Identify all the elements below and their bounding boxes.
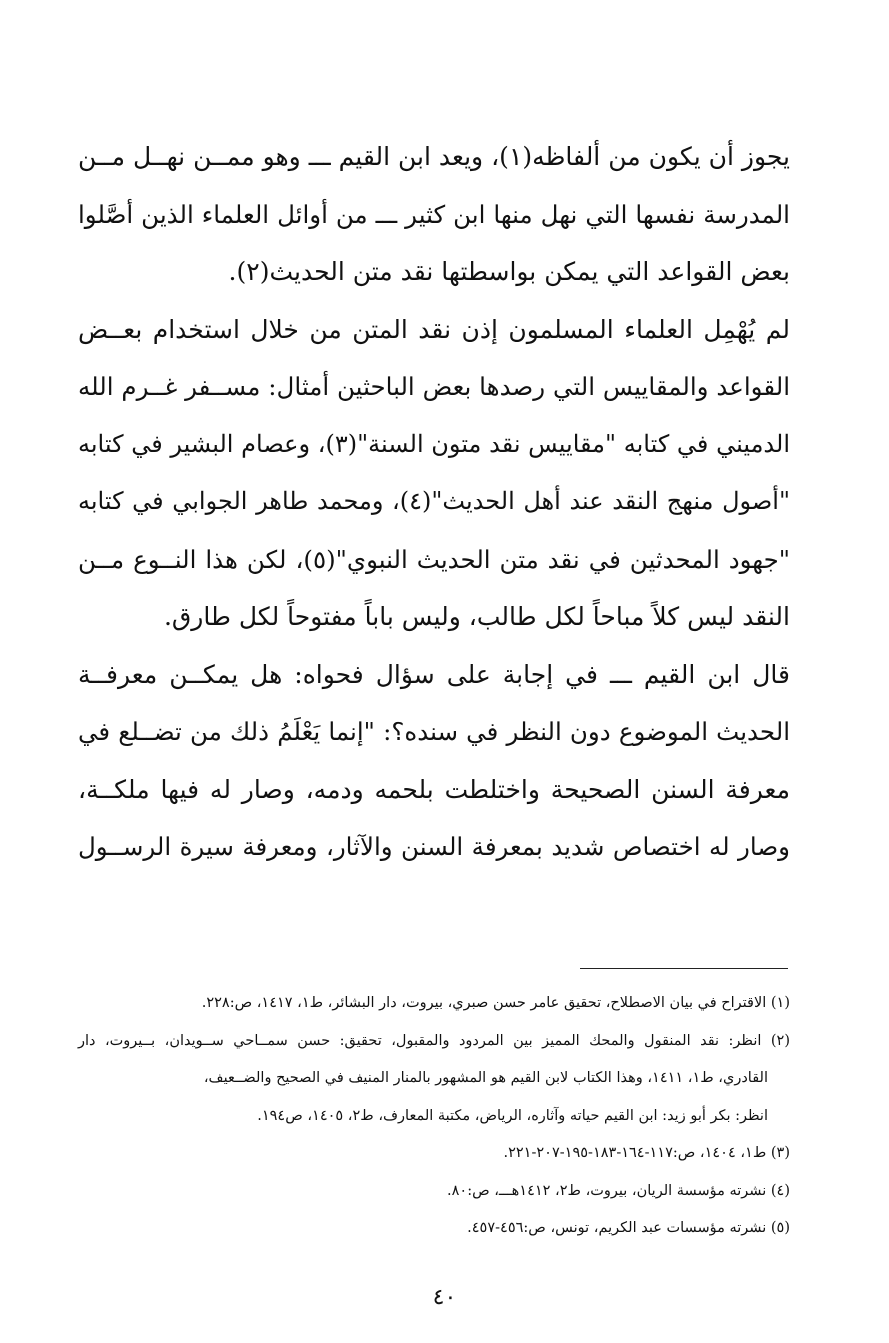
- footnote-1: (١) الاقتراح في بيان الاصطلاح، تحقيق عامر حسن صبري، بيروت، دار البشائر، ط١، ١٤١٧، ص:٢٢٨.: [201, 995, 790, 1011]
- body-line: قال ابن القيم ـــ في إجابة على سؤال فحواه: هل يمكــن معرفــة: [78, 659, 790, 689]
- body-line: الدميني في كتابه "مقاييس نقد متون السنة"(٣)، وعصام البشير في كتابه: [78, 429, 790, 458]
- footnote-divider: [580, 968, 788, 969]
- body-line: الحديث الموضوع دون النظر في سنده؟: "إنما يَعْلَمُ ذلك من تضــلع في: [78, 717, 790, 746]
- body-line: لم يُهْمِل العلماء المسلمون إذن نقد المتن من خلال استخدام بعــض: [78, 314, 790, 344]
- body-line: المدرسة نفسها التي نهل منها ابن كثير ـــ من أوائل العلماء الذين أصَّلوا: [78, 199, 790, 229]
- footnote-2-continuation: انظر: بكر أبو زيد: ابن القيم حياته وآثاره، الرياض، مكتبة المعارف، ط٢، ١٤٠٥، ص١٩٤.: [257, 1107, 768, 1124]
- body-text: [78, 128, 790, 876]
- body-line: "جهود المحدثين في نقد متن الحديث النبوي"(٥)، لكن هذا النــوع مــن: [78, 544, 790, 574]
- body-line: وصار له اختصاص شديد بمعرفة السنن والآثار، ومعرفة سيرة الرســول: [78, 832, 790, 861]
- body-line: النقد ليس كلاً مباحاً لكل طالب، وليس باباً مفتوحاً لكل طارق.: [163, 602, 790, 631]
- body-line: معرفة السنن الصحيحة واختلطت بلحمه ودمه، وصار له فيها ملكــة،: [78, 774, 790, 804]
- body-line: "أصول منهج النقد عند أهل الحديث"(٤)، ومحمد طاهر الجوابي في كتابه: [78, 487, 790, 515]
- footnote-2-continuation: القادري، ط١، ١٤١١، وهذا الكتاب لابن القيم هو المشهور بالمنار المنيف في الصحيح والضــعيف،: [203, 1070, 768, 1086]
- footnote-4: (٤) نشرته مؤسسة الريان، بيروت، ط٢، ١٤١٢هـــ، ص:٨٠.: [447, 1182, 790, 1199]
- footnote-3: (٣) ط١، ١٤٠٤، ص:١١٧-١٦٤-١٨٣-١٩٥-٢٠٧-٢٢١.: [503, 1145, 790, 1161]
- body-line: يجوز أن يكون من ألفاظه(١)، ويعد ابن القيم ـــ وهو ممــن نهــل مــن: [78, 142, 790, 171]
- body-line: بعض القواعد التي يمكن بواسطتها نقد متن الحديث(٢).: [228, 257, 790, 286]
- footnote-2: (٢) انظر: نقد المنقول والمحك المميز بين المردود والمقبول، تحقيق: حسن سمــاحي ســويدان، بــيروت، دار: [78, 1032, 790, 1049]
- footnotes: [78, 985, 790, 1248]
- page-number: ٤٠: [432, 1285, 457, 1310]
- body-line: القواعد والمقاييس التي رصدها بعض الباحثين أمثال: مســفر غــرم الله: [78, 372, 790, 401]
- footnote-5: (٥) نشرته مؤسسات عبد الكريم، تونس، ص:٤٥٦-٤٥٧.: [467, 1220, 790, 1236]
